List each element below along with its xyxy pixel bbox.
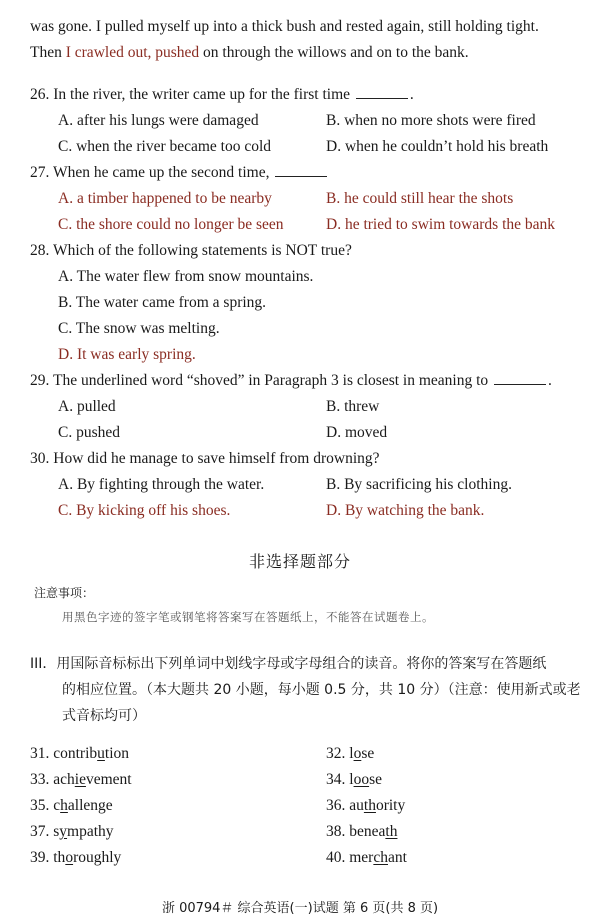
q29-stem	[30, 373, 552, 389]
q27-stem-text: 27. When he came up the second time,	[30, 164, 270, 181]
q28-stem: 28. Which of the following statements is NOT true?	[30, 242, 352, 259]
q27-stem	[30, 165, 329, 181]
underlined-letters: o	[65, 849, 74, 866]
passage-line-2-b: I crawled out, pushed	[65, 44, 200, 61]
q28-option-c: C. The snow was melting.	[58, 320, 220, 337]
notice-body: 用黑色字迹的签字笔或钢笔将答案写在答题纸上，不能答在试题卷上。	[62, 610, 434, 624]
q28-option-a: A. The water flew from snow mountains.	[58, 268, 314, 285]
q26-blank	[356, 88, 408, 99]
word-item-39: 39. thoroughly	[30, 849, 122, 866]
q29-stem-end: .	[548, 372, 552, 389]
section-title: 非选择题部分	[248, 552, 351, 571]
q27-option-b: B. he could still hear the shots	[326, 190, 514, 207]
underlined-letters: ie	[74, 771, 86, 788]
q28-option-d: D. It was early spring.	[58, 346, 196, 363]
q26-option-b: B. when no more shots were fired	[326, 112, 536, 129]
q30-option-d: D. By watching the bank.	[326, 502, 485, 519]
word-item-40: 40. merchant	[326, 849, 407, 866]
part3-instruction-line-1: III．用国际音标标出下列单词中划线字母或字母组合的读音。将你的答案写在答题纸	[30, 656, 547, 672]
page-footer: 浙 00794＃ 综合英语(一)试题 第 6 页(共 8 页)	[161, 901, 439, 916]
notice-heading: 注意事项：	[34, 586, 95, 600]
q29-option-a: A. pulled	[58, 398, 116, 415]
q28-option-b: B. The water came from a spring.	[58, 294, 267, 311]
q26-stem-text: 26. In the river, the writer came up for the first time	[30, 86, 351, 103]
underlined-letters: o	[353, 745, 362, 762]
underlined-letters: y	[59, 823, 68, 840]
underlined-letters: ch	[373, 849, 388, 866]
q26-option-c: C. when the river became too cold	[58, 138, 272, 155]
passage-line-2-a: Then	[30, 44, 66, 61]
underlined-letters: h	[60, 797, 68, 814]
part3-instruction-line-2: 的相应位置。（本大题共 20 小题，每小题 0.5 分，共 10 分）（注意：使用新式或老	[62, 682, 581, 698]
passage-line-2-c: on through the willows and on to the bank.	[199, 44, 469, 61]
word-item-31: 31. contribution	[30, 745, 130, 762]
q29-blank	[494, 374, 546, 385]
q29-option-b: B. threw	[326, 398, 380, 415]
underlined-letters: th	[363, 797, 376, 814]
underlined-letters: u	[97, 745, 105, 762]
q26-stem	[30, 87, 414, 103]
underlined-letters: oo	[353, 771, 370, 788]
q29-option-d: D. moved	[326, 424, 388, 441]
word-item-37: 37. sympathy	[30, 823, 114, 840]
q26-option-a: A. after his lungs were damaged	[58, 112, 259, 129]
passage-line-2	[30, 45, 469, 61]
q26-option-d: D. when he couldn’t hold his breath	[326, 138, 549, 155]
passage-line-1: was gone. I pulled myself up into a thick bush and rested again, still holding tight.	[30, 18, 539, 35]
q30-stem: 30. How did he manage to save himself from drowning?	[30, 450, 380, 467]
word-item-38: 38. beneath	[326, 823, 398, 840]
q27-option-d: D. he tried to swim towards the bank	[326, 216, 556, 233]
word-item-33: 33. achievement	[30, 771, 132, 788]
q29-stem-text: 29. The underlined word “shoved” in Paragraph 3 is closest in meaning to	[30, 372, 489, 389]
q30-option-b: B. By sacrificing his clothing.	[326, 476, 512, 493]
q29-option-c: C. pushed	[58, 424, 120, 441]
q27-option-a: A. a timber happened to be nearby	[58, 190, 272, 207]
q30-option-a: A. By fighting through the water.	[58, 476, 265, 493]
part3-instruction-line-3: 式音标均可）	[62, 708, 146, 724]
word-item-36: 36. authority	[326, 797, 406, 814]
word-item-35: 35. challenge	[30, 797, 113, 814]
q27-blank	[275, 166, 327, 177]
word-item-34: 34. loose	[326, 771, 382, 788]
underlined-letters: th	[385, 823, 398, 840]
q27-option-c: C. the shore could no longer be seen	[58, 216, 284, 233]
q26-stem-end: .	[409, 86, 414, 103]
q30-option-c: C. By kicking off his shoes.	[58, 502, 231, 519]
word-item-32: 32. lose	[326, 745, 375, 762]
